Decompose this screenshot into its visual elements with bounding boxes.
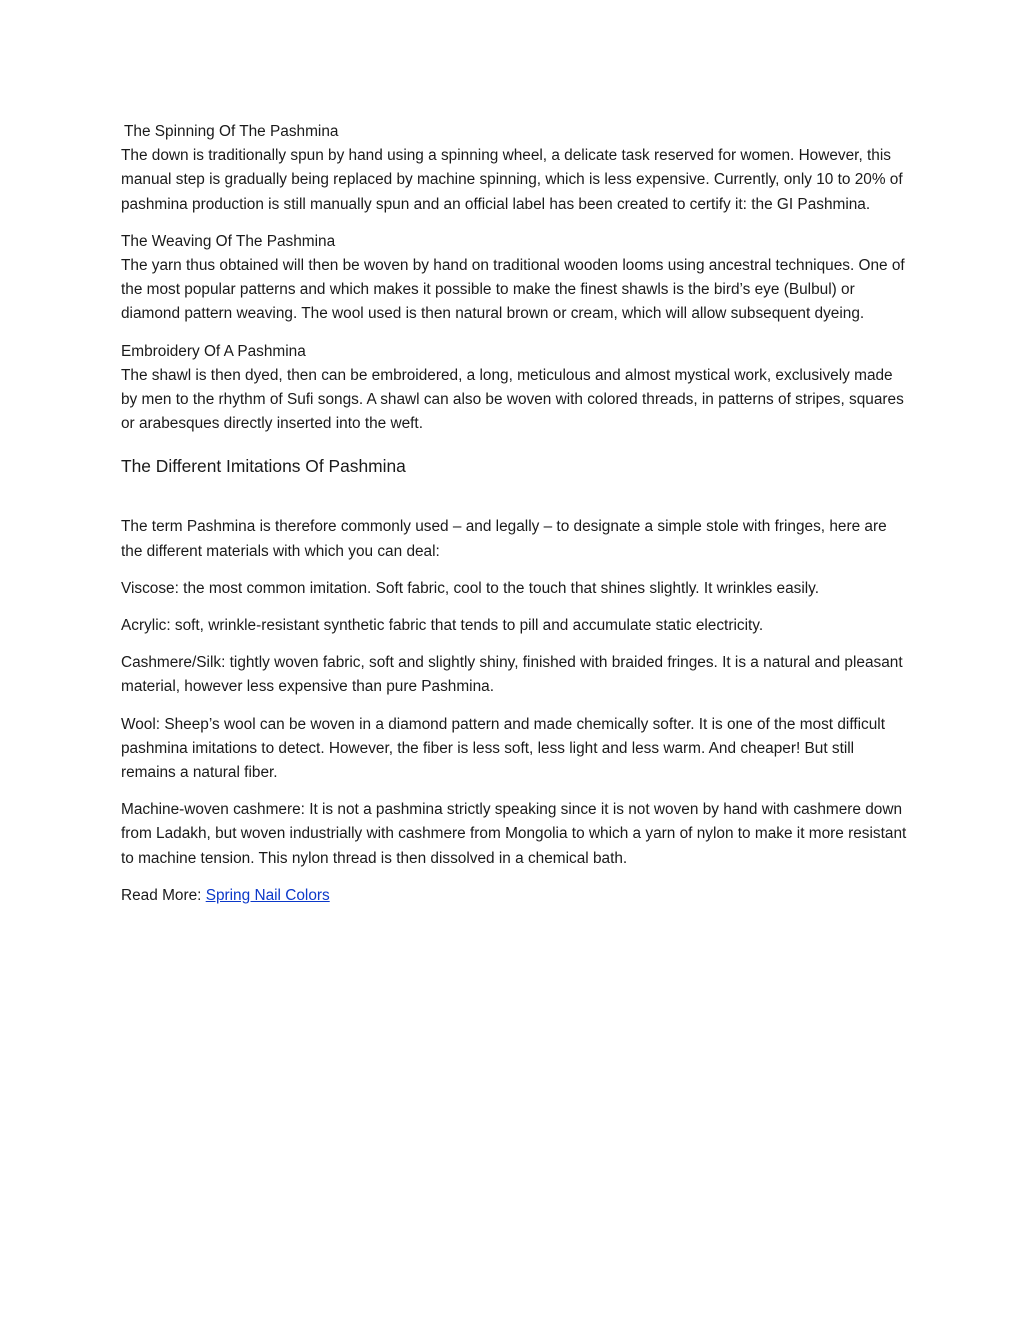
heading-imitations: The Different Imitations Of Pashmina bbox=[121, 456, 406, 477]
paragraph-acrylic: Acrylic: soft, wrinkle-resistant synthetic fabric that tends to pill and accumulate static electricity. bbox=[121, 617, 764, 635]
section-weaving bbox=[121, 230, 911, 327]
paragraph-viscose: Viscose: the most common imitation. Soft fabric, cool to the touch that shines slightly. It wrinkles easily. bbox=[121, 579, 820, 597]
read-more-line bbox=[121, 884, 911, 908]
subheading-embroidery: Embroidery Of A Pashmina bbox=[121, 342, 306, 360]
section-spinning bbox=[121, 120, 911, 217]
paragraph-weaving: The yarn thus obtained will then be woven by hand on traditional wooden looms using ancestral techniques. One of the most popular patterns and which makes it possible to make the finest shawls is the bird’s eye (Bulbul) or diamond pattern weaving. The wool used is then natural brown or cream, which will allow subsequent dyeing. bbox=[121, 257, 905, 323]
paragraph-wool: Wool: Sheep’s wool can be woven in a diamond pattern and made chemically softer. It is one of the most difficult pashmina imitations to detect. However, the fiber is less soft, less light and less warm. And cheaper! But still remains a natural fiber. bbox=[121, 715, 885, 782]
paragraph-imitations-intro: The term Pashmina is therefore commonly used – and legally – to designate a simple stole with fringes, here are the different materials with which you can deal: bbox=[121, 518, 887, 560]
read-more-link[interactable]: Spring Nail Colors bbox=[205, 886, 330, 904]
section-embroidery bbox=[121, 340, 911, 437]
document-content bbox=[121, 120, 911, 921]
subheading-weaving: The Weaving Of The Pashmina bbox=[121, 232, 336, 250]
paragraph-cashmere-silk: Cashmere/Silk: tightly woven fabric, soft and slightly shiny, finished with braided fringes. It is a natural and pleasant material, however less expensive than pure Pashmina. bbox=[121, 654, 903, 696]
subheading-spinning: The Spinning Of The Pashmina bbox=[124, 123, 339, 140]
paragraph-spinning: The down is traditionally spun by hand using a spinning wheel, a delicate task reserved for women. However, this manual step is gradually being replaced by machine spinning, which is less expensive. Currently, only 10 to 20% of pashmina production is still manually spun and an official label has been created to certify it: the GI Pashmina. bbox=[121, 147, 903, 213]
read-more-label: Read More: bbox=[121, 886, 206, 904]
paragraph-embroidery: The shawl is then dyed, then can be embroidered, a long, meticulous and almost mystical work, exclusively made by men to the rhythm of Sufi songs. A shawl can also be woven with colored threads, in patterns of stripes, squares or arabesques directly inserted into the weft. bbox=[121, 366, 904, 433]
paragraph-machine-woven-cashmere: Machine-woven cashmere: It is not a pashmina strictly speaking since it is not woven by hand with cashmere down from Ladakh, but woven industrially with cashmere from Mongolia to which a yarn of nylon to make it more resistant to machine tension. This nylon thread is then dissolved in a chemical bath. bbox=[121, 801, 907, 867]
